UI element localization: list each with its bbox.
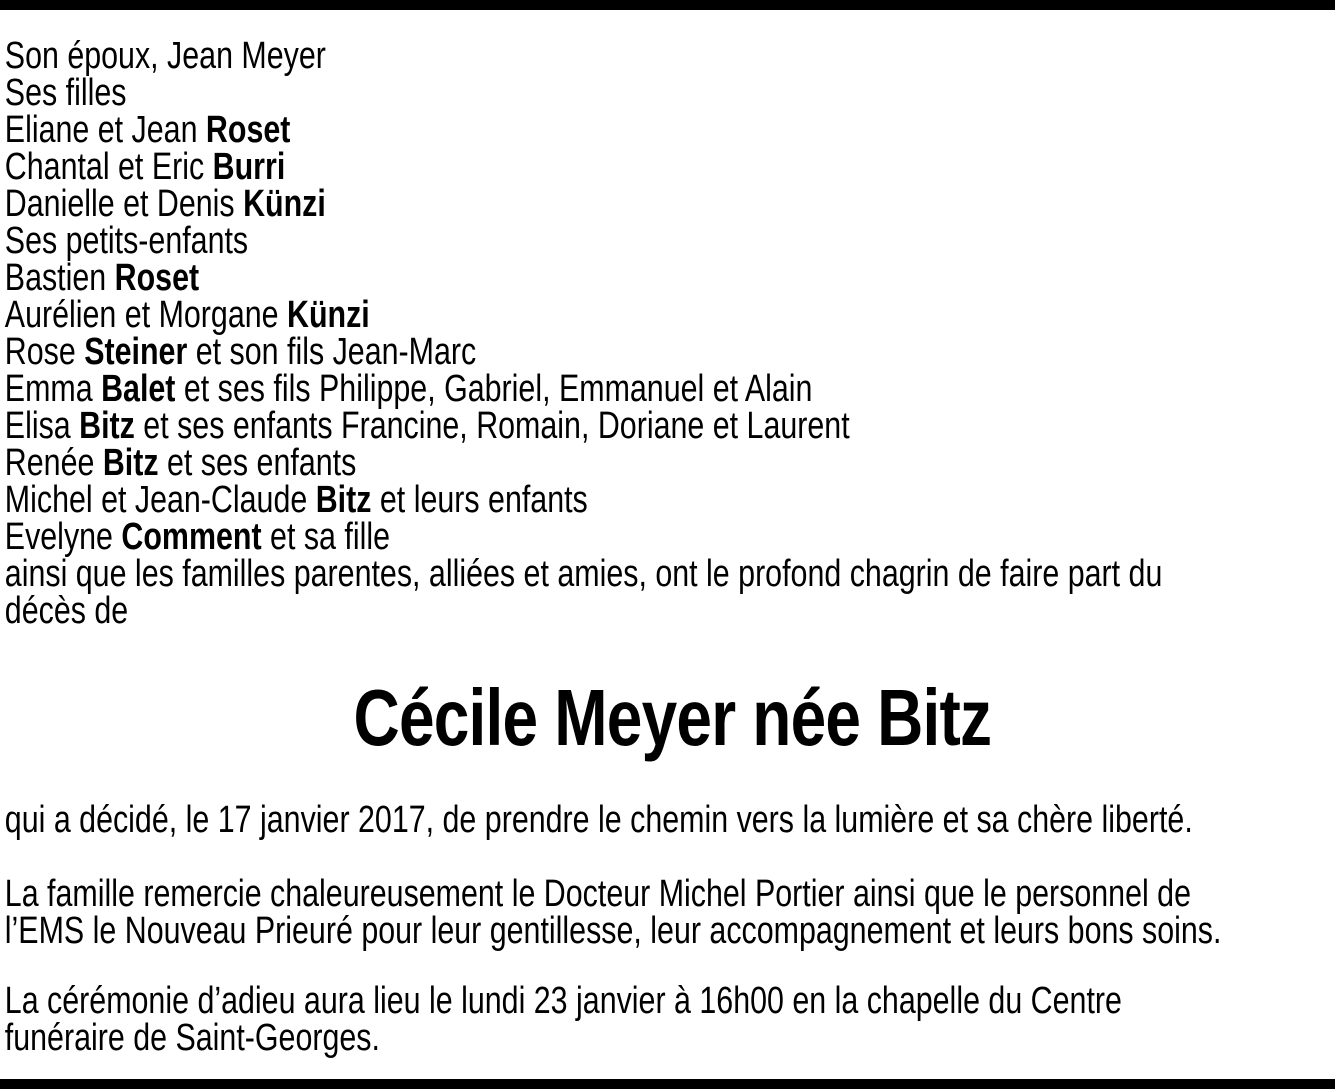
family-surname: Bitz [79,405,135,447]
text-segment: Chantal et Eric [4,146,213,188]
notice-line [4,479,1335,521]
notice-line: La cérémonie d’adieu aura lieu le lundi 23 janvier à 16h00 en la chapelle du Centre [4,980,1122,1022]
text-segment: Eliane et Jean [4,109,206,151]
notice-content [0,10,1335,1057]
text-segment: et son fils Jean-Marc [187,331,477,373]
bottom-border-rule [0,1079,1335,1089]
notice-line [4,516,1335,558]
top-border-rule [0,0,1335,10]
notice-line [4,405,1335,447]
text-segment: Danielle et Denis [4,183,244,225]
text-segment: Evelyne [4,516,122,558]
family-surname: Bitz [102,442,159,484]
notice-paragraph [4,873,1335,952]
notice-line [4,294,1335,336]
deceased-name: Cécile Meyer née Bitz [353,673,992,762]
text-segment: et ses fils Philippe, Gabriel, Emmanuel et Alain [175,368,813,410]
text-segment: Ses petits-enfants [4,220,249,262]
family-surname: Balet [101,368,176,410]
family-list [4,35,1335,632]
family-surname: Burri [212,146,286,188]
text-segment: Elisa [4,405,80,447]
notice-paragraph [4,799,1335,841]
text-segment: Ses filles [4,72,127,114]
notice-line [4,368,1335,410]
notice-line [4,553,1335,595]
notice-line [4,146,1335,188]
family-surname: Steiner [84,331,188,373]
family-surname: Roset [114,257,200,299]
notice-paragraph [4,980,1335,1059]
text-segment: Michel et Jean-Claude [4,479,316,521]
text-segment: et ses enfants [158,442,357,484]
notice-line [4,183,1335,225]
family-surname: Roset [205,109,291,151]
notice-line: l’EMS le Nouveau Prieuré pour leur gentillesse, leur accompagnement et leurs bons soins. [4,910,1222,952]
family-surname: Bitz [315,479,372,521]
text-segment: décès de [4,590,129,632]
notice-line [4,257,1335,299]
notice-line: La famille remercie chaleureusement le Docteur Michel Portier ainsi que le personnel de [4,873,1191,915]
notice-line [4,331,1335,373]
text-segment: ainsi que les familles parentes, alliées et amies, ont le profond chagrin de faire part du [4,553,1163,595]
family-surname: Künzi [287,294,370,336]
text-segment: et ses enfants Francine, Romain, Doriane et Laurent [134,405,850,447]
text-segment: Son époux, Jean Meyer [4,35,326,77]
text-segment: Aurélien et Morgane [4,294,288,336]
notice-line: qui a décidé, le 17 janvier 2017, de prendre le chemin vers la lumière et sa chère liberté. [4,799,1193,841]
notice-paragraphs [4,799,1335,1059]
notice-line [4,442,1335,484]
text-segment: Rose [4,331,85,373]
notice-line [4,590,1335,632]
notice-line [4,35,1335,77]
family-surname: Künzi [243,183,326,225]
notice-line [4,109,1335,151]
text-segment: Emma [4,368,102,410]
text-segment: et leurs enfants [371,479,588,521]
notice-line [4,220,1335,262]
text-segment: Renée [4,442,103,484]
text-segment: Bastien [4,257,115,299]
family-surname: Comment [121,516,262,558]
notice-line [4,72,1335,114]
text-segment: et sa fille [261,516,391,558]
notice-line: funéraire de Saint-Georges. [4,1017,380,1059]
